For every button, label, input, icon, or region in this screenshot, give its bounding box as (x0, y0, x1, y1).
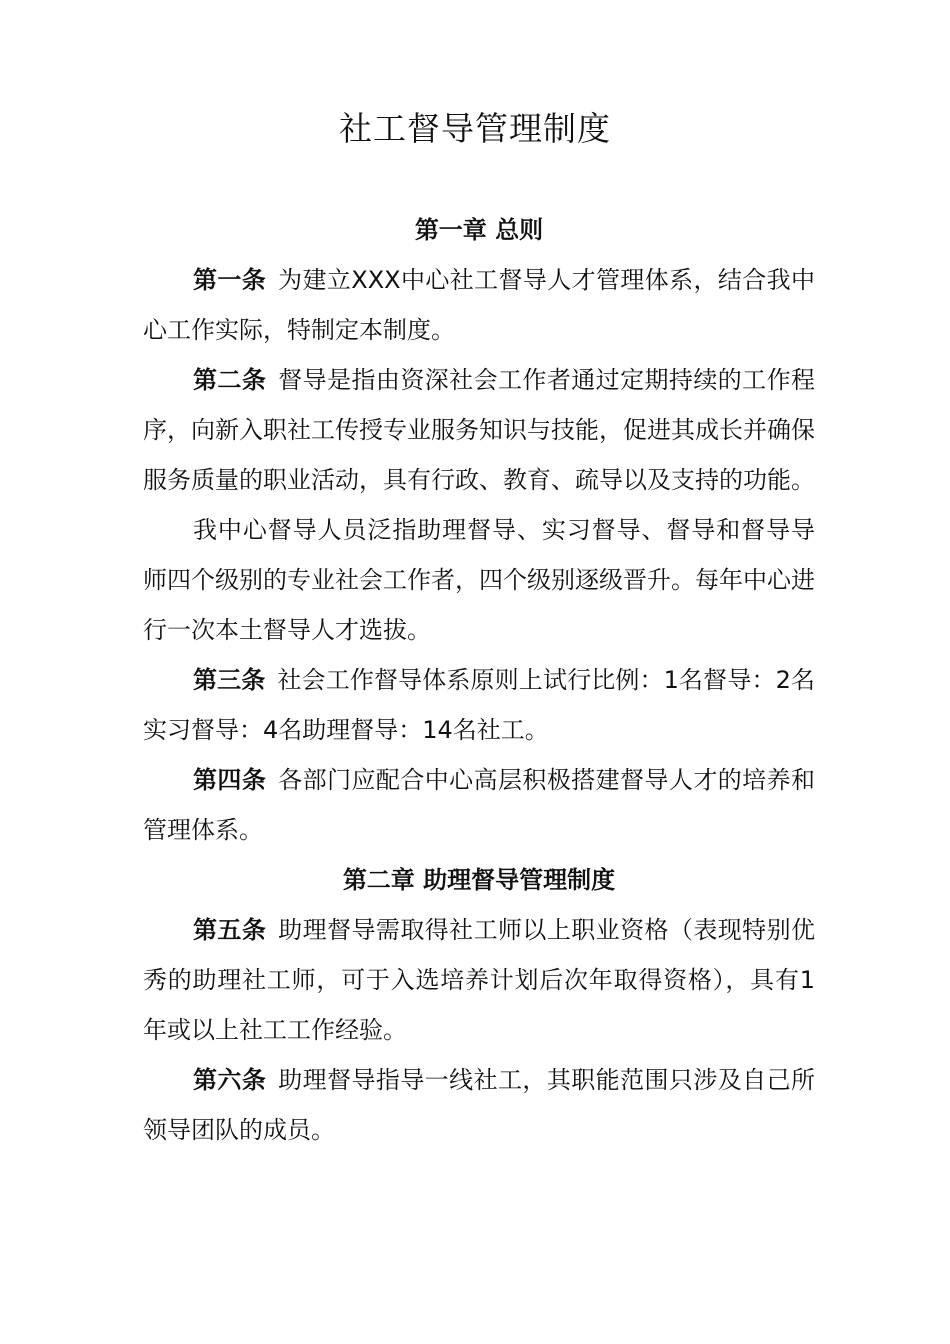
document-title: 社工督导管理制度 (339, 109, 611, 148)
chapter-1-heading: 第一章 总则 (414, 216, 544, 244)
article-6-text: 助理督导指导一线社工，其职能范围只涉及自己所领导团队的成员。 (143, 1066, 815, 1144)
article-1-label: 第一条 (193, 266, 267, 294)
article-1-text: 为建立XXX中心社工督导人才管理体系，结合我中心工作实际，特制定本制度。 (143, 266, 816, 344)
article-6 (143, 1055, 815, 1155)
article-5-text: 助理督导需取得社工师以上职业资格（表现特别优秀的助理社工师，可于入选培养计划后次年取得资格），具有1年或以上社工工作经验。 (143, 916, 815, 1044)
article-1 (143, 255, 815, 355)
article-5-label: 第五条 (193, 916, 267, 944)
chapter-2-heading: 第二章 助理督导管理制度 (342, 866, 616, 894)
article-4-label: 第四条 (193, 766, 267, 794)
article-6-label: 第六条 (193, 1066, 267, 1094)
article-2-label: 第二条 (193, 366, 267, 394)
article-2 (143, 355, 815, 505)
article-5 (143, 905, 815, 1055)
article-3-label: 第三条 (193, 666, 266, 694)
article-4 (143, 755, 815, 855)
article-2-text: 督导是指由资深社会工作者通过定期持续的工作程序，向新入职社工传授专业服务知识与技能，促进其成长并确保服务质量的职业活动，具有行政、教育、疏导以及支持的功能。 (143, 366, 815, 494)
article-2-continuation: 我中心督导人员泛指助理督导、实习督导、督导和督导导师四个级别的专业社会工作者，四个级别逐级晋升。每年中心进行一次本土督导人才选拔。 (143, 516, 815, 644)
article-4-text: 各部门应配合中心高层积极搭建督导人才的培养和管理体系。 (143, 766, 815, 844)
document-body (143, 205, 815, 1155)
article-3-text: 社会工作督导体系原则上试行比例：1名督导：2名实习督导：4名助理督导：14名社工。 (143, 666, 815, 744)
article-3 (143, 655, 815, 755)
